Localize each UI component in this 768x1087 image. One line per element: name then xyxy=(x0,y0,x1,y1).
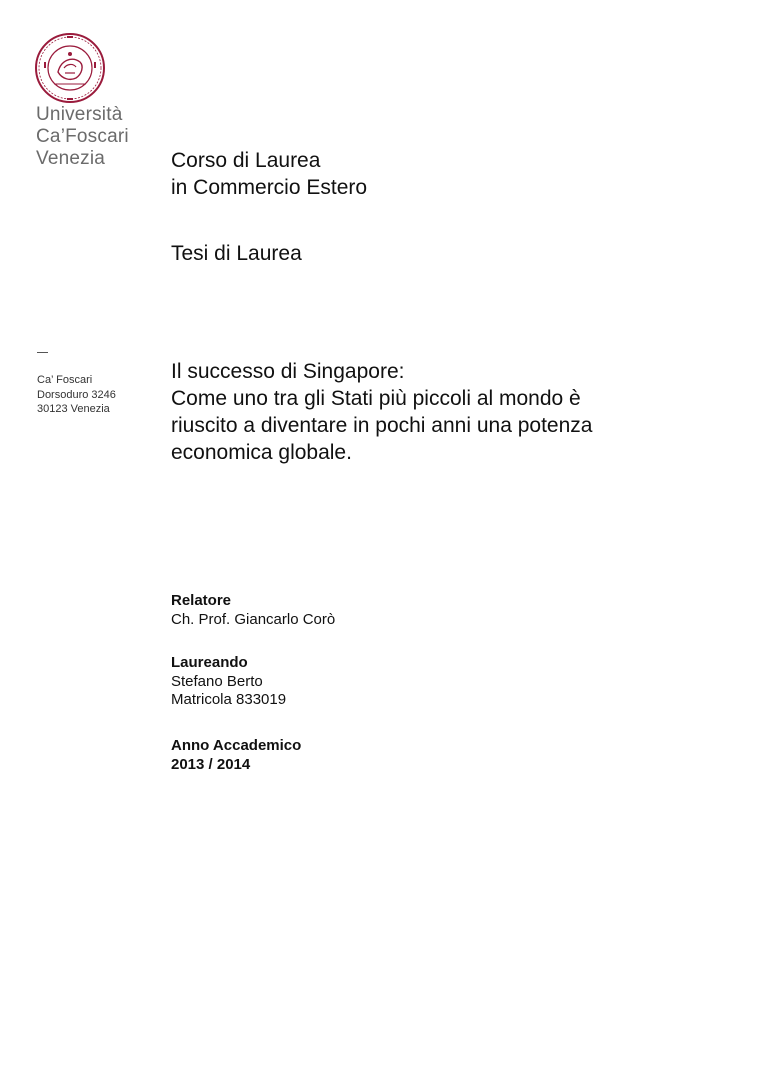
course-line: in Commercio Estero xyxy=(171,176,368,199)
title-line: economica globale. xyxy=(171,441,352,464)
academic-year-block xyxy=(171,737,301,774)
university-address xyxy=(37,373,116,417)
university-name-line: Università xyxy=(36,104,123,125)
student-label: Laureando xyxy=(171,654,248,671)
course-line: Corso di Laurea xyxy=(171,149,321,172)
title-line: riuscito a diventare in pochi anni una potenza xyxy=(171,414,593,437)
academic-year-value: 2013 / 2014 xyxy=(171,755,251,773)
university-name-line: Venezia xyxy=(36,148,106,169)
ca-foscari-seal-icon xyxy=(34,32,106,104)
title-line: Come uno tra gli Stati più piccoli al mondo è xyxy=(171,387,581,410)
supervisor-block xyxy=(171,592,335,629)
academic-year-label: Anno Accademico xyxy=(171,737,302,754)
title-line: Il successo di Singapore: xyxy=(171,360,405,383)
address-line: Dorsoduro 3246 xyxy=(37,388,116,401)
course-name xyxy=(171,147,367,201)
student-name: Stefano Berto xyxy=(171,672,263,690)
thesis-type xyxy=(171,240,302,267)
thesis-title xyxy=(171,358,592,466)
university-name xyxy=(36,104,129,170)
address-line: 30123 Venezia xyxy=(37,403,110,415)
supervisor-name: Ch. Prof. Giancarlo Corò xyxy=(171,610,336,628)
address-divider xyxy=(37,352,48,353)
student-matricola: Matricola 833019 xyxy=(171,691,287,708)
student-block xyxy=(171,654,286,710)
address-line: Ca’ Foscari xyxy=(37,374,93,386)
supervisor-label: Relatore xyxy=(171,592,232,609)
university-name-line: Ca’Foscari xyxy=(36,126,129,147)
thesis-type-text: Tesi di Laurea xyxy=(171,242,302,265)
